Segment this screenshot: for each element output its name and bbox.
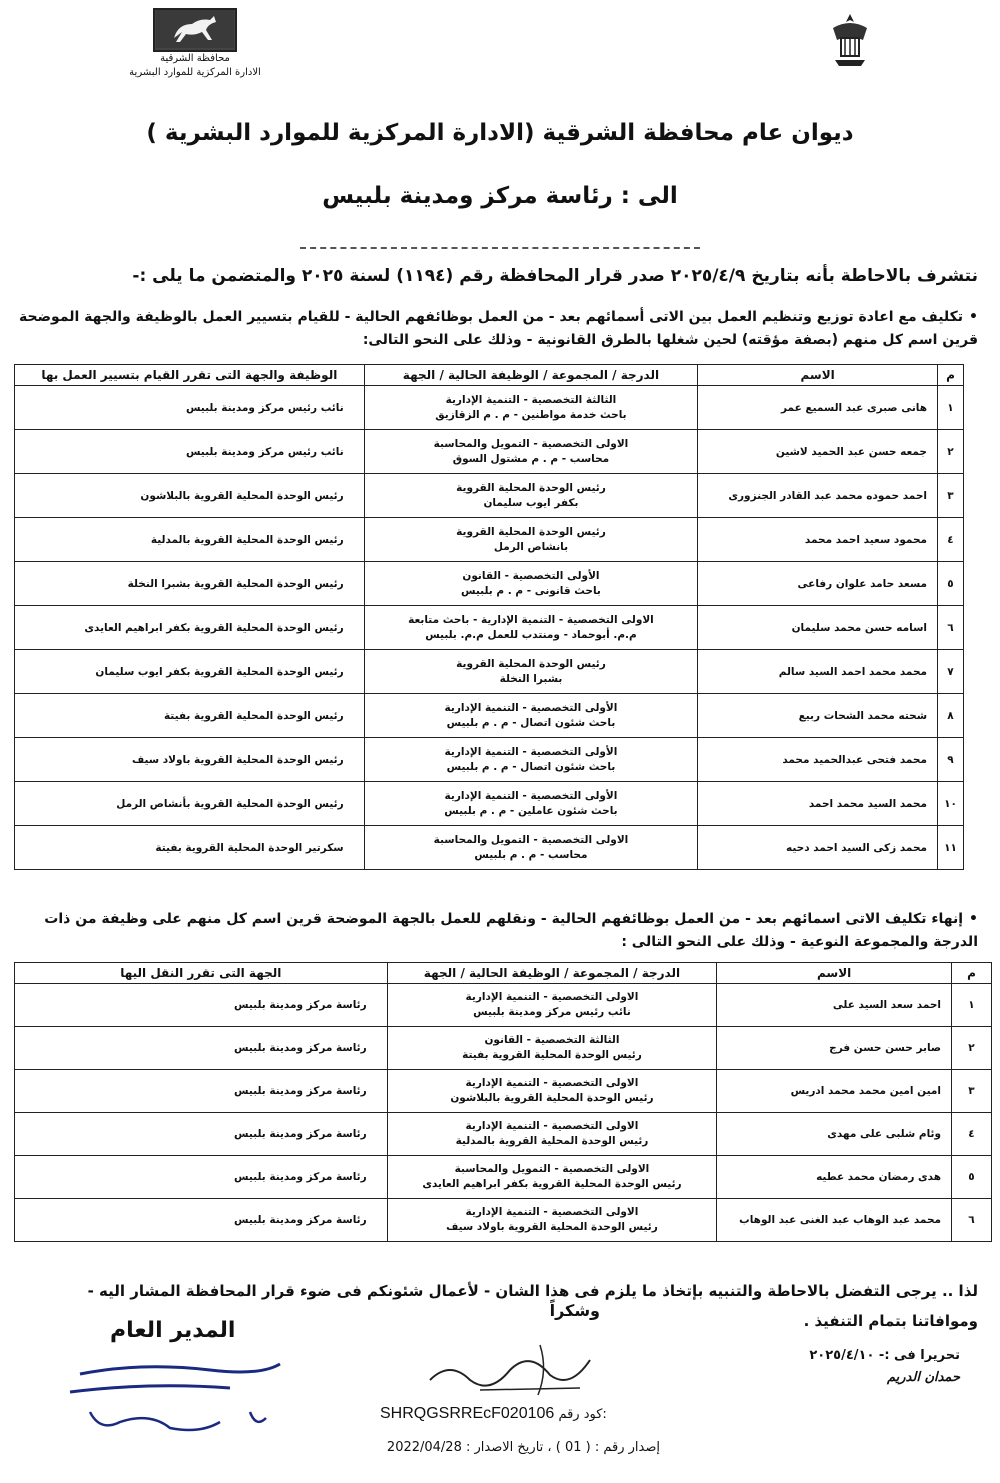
row-number: ٢	[938, 430, 964, 474]
employee-name: هانى صبرى عبد السميع عمر	[698, 386, 938, 430]
column-header-current-job: الدرجة / المجموعة / الوظيفة الحالية / الجهة	[387, 963, 717, 984]
assignment-table	[14, 364, 964, 870]
destination: رئاسة مركز ومدينة بلبيس	[15, 1027, 388, 1070]
current-job	[364, 562, 698, 606]
row-number: ٢	[952, 1027, 992, 1070]
table-row	[15, 694, 964, 738]
eagle-emblem-icon	[820, 10, 880, 72]
current-position: رئيس الوحدة المحلية القروية بكفر ابراهيم العايدى	[422, 1178, 682, 1190]
employee-name: محمود سعيد احمد محمد	[698, 518, 938, 562]
document-title: ديوان عام محافظة الشرقية (الادارة المركزية للموارد البشرية )	[146, 120, 854, 146]
transfer-text: إنهاء تكليف الاتى اسمائهم بعد - من العمل بوظائفهم الحالية - ونقلهم للعمل بالجهة الموضحة قرين اسم كل منهم على وظيفة من ذات الدرجة والمجموعة النوعية - وذلك على النحو التالى :	[44, 911, 978, 950]
row-number: ١	[952, 984, 992, 1027]
current-position: رئيس الوحدة المحلية القروية بالبلاشون	[450, 1092, 654, 1104]
current-job	[387, 1199, 717, 1242]
table-row	[15, 606, 964, 650]
org-line-1: محافظة الشرقية	[160, 53, 230, 64]
separator-line	[300, 247, 700, 249]
row-number: ٣	[938, 474, 964, 518]
current-position: رئيس الوحدة المحلية القروية بالمدلية	[455, 1135, 649, 1147]
current-job	[364, 430, 698, 474]
closing-paragraph: لذا .. يرجى التفضل بالاحاطة والتنبيه بإتخاذ ما يلزم فى هذا الشان - لأعمال شئونكم فى ضوء قرار المحافظة المشار اليه - وموافاتنا بتمام التنفيذ .	[87, 1282, 978, 1330]
destination: رئيس الوحدة المحلية القروية بشبرا النخلة	[15, 562, 365, 606]
employee-name: محمد السيد محمد احمد	[698, 782, 938, 826]
row-number: ٣	[952, 1070, 992, 1113]
current-position: بشبرا النخلة	[499, 672, 563, 685]
current-position: رئيس الوحدة المحلية القروية باولاد سيف	[446, 1221, 658, 1233]
row-number: ٩	[938, 738, 964, 782]
column-header-name: الاسم	[698, 365, 938, 386]
table-row	[15, 782, 964, 826]
current-grade: الثالثة التخصصية - القانون	[484, 1034, 620, 1046]
current-grade: الاولى التخصصية - التنمية الإدارية	[465, 1077, 639, 1089]
table-row	[15, 1113, 992, 1156]
director-signature-icon	[60, 1352, 300, 1442]
current-job	[364, 650, 698, 694]
column-header-transfer-destination: الجهة التى تقرر النقل اليها	[15, 963, 388, 984]
row-number: ١	[938, 386, 964, 430]
employee-name: اسامه حسن محمد سليمان	[698, 606, 938, 650]
current-grade: الاولى التخصصية - التمويل والمحاسبة	[433, 437, 629, 450]
row-number: ٤	[938, 518, 964, 562]
director-title: المدير العام	[110, 1318, 236, 1343]
org-line-2: الادارة المركزية للموارد البشرية	[129, 67, 261, 78]
current-position: باحث خدمة مواطنين - م . م الزقازيق	[435, 408, 627, 421]
current-grade: الاولى التخصصية - التنمية الإدارية - باحث متابعة	[408, 613, 654, 626]
current-grade: الاولى التخصصية - التمويل والمحاسبة	[433, 833, 629, 846]
destination: رئيس الوحدة المحلية القروية بكفر ايوب سليمان	[15, 650, 365, 694]
table-row	[15, 474, 964, 518]
table-row	[15, 1070, 992, 1113]
row-number: ١٠	[938, 782, 964, 826]
intro-paragraph: نتشرف بالاحاطة بأنه بتاريخ ٢٠٢٥/٤/٩ صدر قرار المحافظة رقم (١١٩٤) لسنة ٢٠٢٥ والمتضمن ما يلى :-	[132, 266, 978, 286]
transfer-paragraph	[18, 908, 978, 954]
employee-name: هدى رمضان محمد عطيه	[717, 1156, 952, 1199]
current-job	[387, 1113, 717, 1156]
date-label: تحريرا فى :-	[878, 1348, 960, 1363]
employee-name: شحته محمد الشحات ربيع	[698, 694, 938, 738]
destination: رئيس الوحدة المحلية القروية بكفر ابراهيم العايدى	[15, 606, 365, 650]
column-header-number: م	[952, 963, 992, 984]
column-header-assigned-job: الوظيفة والجهة التى تقرر القيام بتسيير العمل بها	[15, 365, 365, 386]
table-row	[15, 518, 964, 562]
table-row	[15, 1156, 992, 1199]
release-info: إصدار رقم : ( 01 ) ، تاريخ الاصدار : 2022/04/28	[386, 1440, 660, 1455]
table-row	[15, 1199, 992, 1242]
current-job	[364, 518, 698, 562]
table-row	[15, 650, 964, 694]
employee-name: محمد زكى السيد احمد دحيه	[698, 826, 938, 870]
row-number: ٦	[938, 606, 964, 650]
current-grade: الأولى التخصصية - التنمية الإدارية	[444, 701, 618, 714]
current-grade: الأولى التخصصية - القانون	[462, 569, 600, 582]
destination: رئيس الوحدة المحلية القروية بالبلاشون	[15, 474, 365, 518]
transfer-table	[14, 962, 992, 1242]
destination: رئاسة مركز ومدينة بلبيس	[15, 1113, 388, 1156]
row-number: ٥	[952, 1156, 992, 1199]
current-job	[364, 826, 698, 870]
employee-name: احمد حموده محمد عبد القادر الجنزورى	[698, 474, 938, 518]
current-grade: الأولى التخصصية - التنمية الإدارية	[444, 789, 618, 802]
thanks-text: وشكراً	[549, 1301, 600, 1320]
current-position: بانشاص الرمل	[493, 540, 569, 553]
destination: رئاسة مركز ومدينة بلبيس	[15, 984, 388, 1027]
writer-note: حمدان الدريم	[886, 1370, 960, 1385]
current-grade: رئيس الوحدة المحلية القروية	[456, 657, 606, 670]
row-number: ٦	[952, 1199, 992, 1242]
current-job	[364, 386, 698, 430]
assignment-text: تكليف مع اعادة توزيع وتنظيم العمل بين الاتى أسمائهم بعد - من العمل بوظائفهم الحالية - للقيام بتسيير العمل بالوظيفة والجهة الموضحة قرين اسم كل منهم (بصفة مؤقته) لحين شغلها بالطرق القانونية - وذلك على النحو التالى:	[18, 309, 978, 348]
current-position: نائب رئيس مركز ومدينة بلبيس	[473, 1006, 631, 1018]
current-position: باحث شئون اتصال - م . م بلبيس	[446, 716, 616, 729]
table-row	[15, 1027, 992, 1070]
table-row	[15, 386, 964, 430]
destination: رئيس الوحدة المحلية القروية بأنشاص الرمل	[15, 782, 365, 826]
current-position: محاسب - م . م مشتول السوق	[452, 452, 610, 465]
destination: رئاسة مركز ومدينة بلبيس	[15, 1070, 388, 1113]
destination: نائب رئيس مركز ومدينة بلبيس	[15, 430, 365, 474]
current-grade: الاولى التخصصية - التنمية الإدارية	[465, 991, 639, 1003]
employee-name: احمد سعد السيد على	[717, 984, 952, 1027]
row-number: ٨	[938, 694, 964, 738]
column-header-current-job: الدرجة / المجموعة / الوظيفة الحالية / الجهة	[364, 365, 698, 386]
table-row	[15, 562, 964, 606]
current-grade: الثالثة التخصصية - التنمية الإدارية	[445, 393, 617, 406]
current-position: باحث شئون اتصال - م . م بلبيس	[446, 760, 616, 773]
column-header-number: م	[938, 365, 964, 386]
destination: رئيس الوحدة المحلية القروية بفيتة	[15, 694, 365, 738]
current-job	[387, 984, 717, 1027]
current-job	[364, 474, 698, 518]
row-number: ١١	[938, 826, 964, 870]
destination: رئيس الوحدة المحلية القروية باولاد سيف	[15, 738, 365, 782]
current-position: محاسب - م . م بلبيس	[474, 848, 588, 861]
horse-logo-icon	[153, 8, 237, 52]
current-grade: الأولى التخصصية - التنمية الإدارية	[444, 745, 618, 758]
current-position: باحث قانونى - م . م بلبيس	[461, 584, 601, 597]
destination: رئاسة مركز ومدينة بلبيس	[15, 1156, 388, 1199]
row-number: ٧	[938, 650, 964, 694]
employee-name: جمعه حسن عبد الحميد لاشين	[698, 430, 938, 474]
current-grade: الاولى التخصصية - التنمية الإدارية	[465, 1206, 639, 1218]
current-job	[364, 782, 698, 826]
employee-name: مسعد حامد علوان رفاعى	[698, 562, 938, 606]
current-grade: رئيس الوحدة المحلية القروية	[456, 525, 606, 538]
row-number: ٤	[952, 1113, 992, 1156]
date-value: ٢٠٢٥/٤/١٠	[809, 1348, 875, 1363]
current-position: رئيس الوحدة المحلية القروية بفيتة	[462, 1049, 642, 1061]
destination: رئاسة مركز ومدينة بلبيس	[15, 1199, 388, 1242]
employee-name: صابر حسن حسن فرج	[717, 1027, 952, 1070]
employee-name: وئام شلبى على مهدى	[717, 1113, 952, 1156]
current-position: باحث شئون عاملين - م . م بلبيس	[444, 804, 618, 817]
destination: رئيس الوحدة المحلية القروية بالمدلية	[15, 518, 365, 562]
current-job	[387, 1156, 717, 1199]
recipient-line: الى : رئاسة مركز ومدينة بلبيس	[322, 183, 678, 209]
table-row	[15, 984, 992, 1027]
date-block	[809, 1345, 960, 1389]
current-position: م.م. أبوحماد - ومنتدب للعمل م.م. بلبيس	[425, 628, 637, 641]
row-number: ٥	[938, 562, 964, 606]
assignment-paragraph	[18, 306, 978, 352]
current-grade: الاولى التخصصية - التنمية الإدارية	[465, 1120, 639, 1132]
official-signature-icon	[420, 1340, 600, 1410]
governorate-logo	[95, 8, 295, 80]
current-grade: رئيس الوحدة المحلية القروية	[456, 481, 606, 494]
table-row	[15, 738, 964, 782]
employee-name: محمد عبد الوهاب عبد الغنى عبد الوهاب	[717, 1199, 952, 1242]
table-row	[15, 430, 964, 474]
code-label: كود رقم:	[558, 1407, 607, 1422]
destination: نائب رئيس مركز ومدينة بلبيس	[15, 386, 365, 430]
current-job	[364, 694, 698, 738]
employee-name: محمد فتحى عبدالحميد محمد	[698, 738, 938, 782]
current-grade: الاولى التخصصية - التمويل والمحاسبة	[454, 1163, 650, 1175]
table-row	[15, 826, 964, 870]
employee-name: محمد محمد احمد السيد سالم	[698, 650, 938, 694]
column-header-name: الاسم	[717, 963, 952, 984]
current-job	[387, 1027, 717, 1070]
code-value: SHRQGSRREcF020106	[380, 1405, 555, 1422]
current-job	[387, 1070, 717, 1113]
current-position: بكفر ايوب سليمان	[483, 496, 579, 509]
current-job	[364, 738, 698, 782]
current-job	[364, 606, 698, 650]
employee-name: امين امين محمد محمد ادريس	[717, 1070, 952, 1113]
destination: سكرتير الوحدة المحلية القروية بفيتة	[15, 826, 365, 870]
document-code	[380, 1405, 607, 1423]
